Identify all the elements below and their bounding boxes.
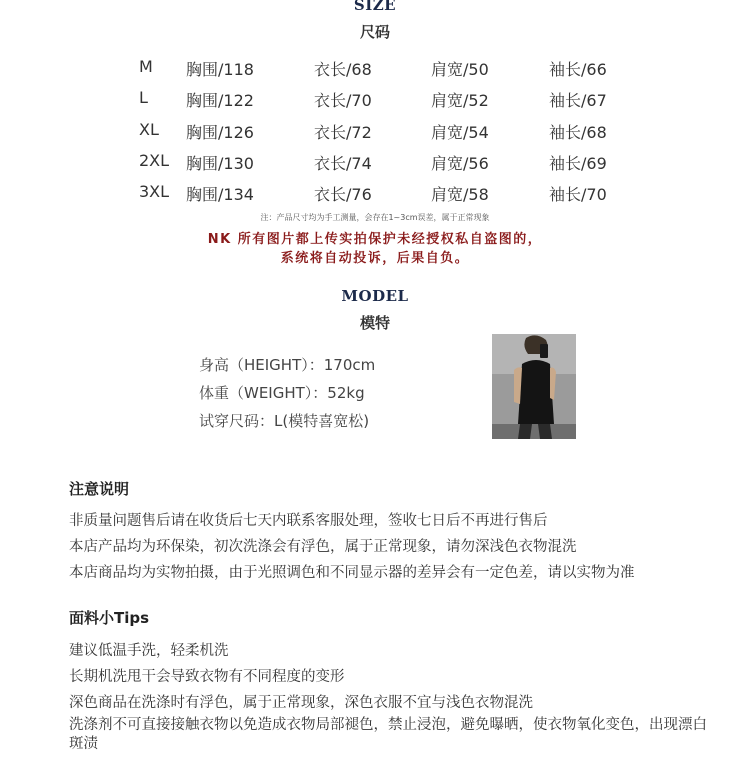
copyright-warning-line2: 系统将自动投诉，后果自负。 [280, 251, 470, 266]
size-label: M [139, 57, 153, 76]
shoulder-value: 肩宽/52 [431, 91, 489, 110]
copyright-warning-line1: NK 所有图片都上传实拍保护未经授权私自盗图的， [207, 232, 543, 247]
length-value: 衣长/72 [314, 123, 372, 142]
model-fit-size: 试穿尺码：L(模特喜宽松) [199, 412, 370, 430]
chest-value: 胸围/130 [186, 154, 254, 173]
length-value: 衣长/74 [314, 154, 372, 173]
size-label: XL [139, 120, 159, 139]
tips-line: 长期机洗甩干会导致衣物有不同程度的变形 [69, 669, 345, 685]
sleeve-value: 袖长/67 [549, 91, 607, 110]
sleeve-value: 袖长/66 [549, 60, 607, 79]
tips-line: 建议低温手洗，轻柔机洗 [69, 643, 229, 659]
tips-line: 洗涤剂不可直接接触衣物以免造成衣物局部褪色，禁止浸泡，避免曝晒，使衣物氧化变色，出现漂白斑渍 [69, 717, 707, 752]
size-row [0, 120, 750, 144]
size-label: L [139, 88, 148, 107]
size-title: SIZE [353, 0, 397, 14]
model-height: 身高（HEIGHT）：170cm [199, 356, 376, 374]
model-photo [492, 334, 576, 439]
chest-value: 胸围/118 [186, 60, 254, 79]
length-value: 衣长/70 [314, 91, 372, 110]
shoulder-value: 肩宽/58 [431, 185, 489, 204]
size-row [0, 57, 750, 81]
model-weight: 体重（WEIGHT）：52kg [199, 384, 365, 402]
sleeve-value: 袖长/68 [549, 123, 607, 142]
size-row [0, 182, 750, 206]
chest-value: 胸围/122 [186, 91, 254, 110]
measurement-note: 注：产品尺寸均为手工测量，会存在1~3cm误差，属于正常现象 [260, 213, 490, 222]
tips-heading: 面料小Tips [69, 609, 150, 627]
notice-line: 非质量问题售后请在收货后七天内联系客服处理，签收七日后不再进行售后 [69, 513, 548, 529]
notice-heading: 注意说明 [69, 480, 130, 498]
sleeve-value: 袖长/70 [549, 185, 607, 204]
model-title: MODEL [341, 287, 409, 305]
chest-value: 胸围/126 [186, 123, 254, 142]
size-label: 3XL [139, 182, 170, 201]
size-label: 2XL [139, 151, 170, 170]
notice-line: 本店商品均为实物拍摄，由于光照调色和不同显示器的差异会有一定色差，请以实物为准 [69, 565, 635, 581]
shoulder-value: 肩宽/54 [431, 123, 489, 142]
size-subtitle: 尺码 [359, 23, 390, 41]
notice-line: 本店产品均为环保染，初次洗涤会有浮色，属于正常现象，请勿深浅色衣物混洗 [69, 539, 577, 555]
shoulder-value: 肩宽/56 [431, 154, 489, 173]
model-subtitle: 模特 [359, 314, 390, 332]
length-value: 衣长/68 [314, 60, 372, 79]
size-row [0, 88, 750, 112]
chest-value: 胸围/134 [186, 185, 254, 204]
size-row [0, 151, 750, 175]
shoulder-value: 肩宽/50 [431, 60, 489, 79]
sleeve-value: 袖长/69 [549, 154, 607, 173]
tips-line: 深色商品在洗涤时有浮色，属于正常现象，深色衣服不宜与浅色衣物混洗 [69, 695, 533, 711]
length-value: 衣长/76 [314, 185, 372, 204]
